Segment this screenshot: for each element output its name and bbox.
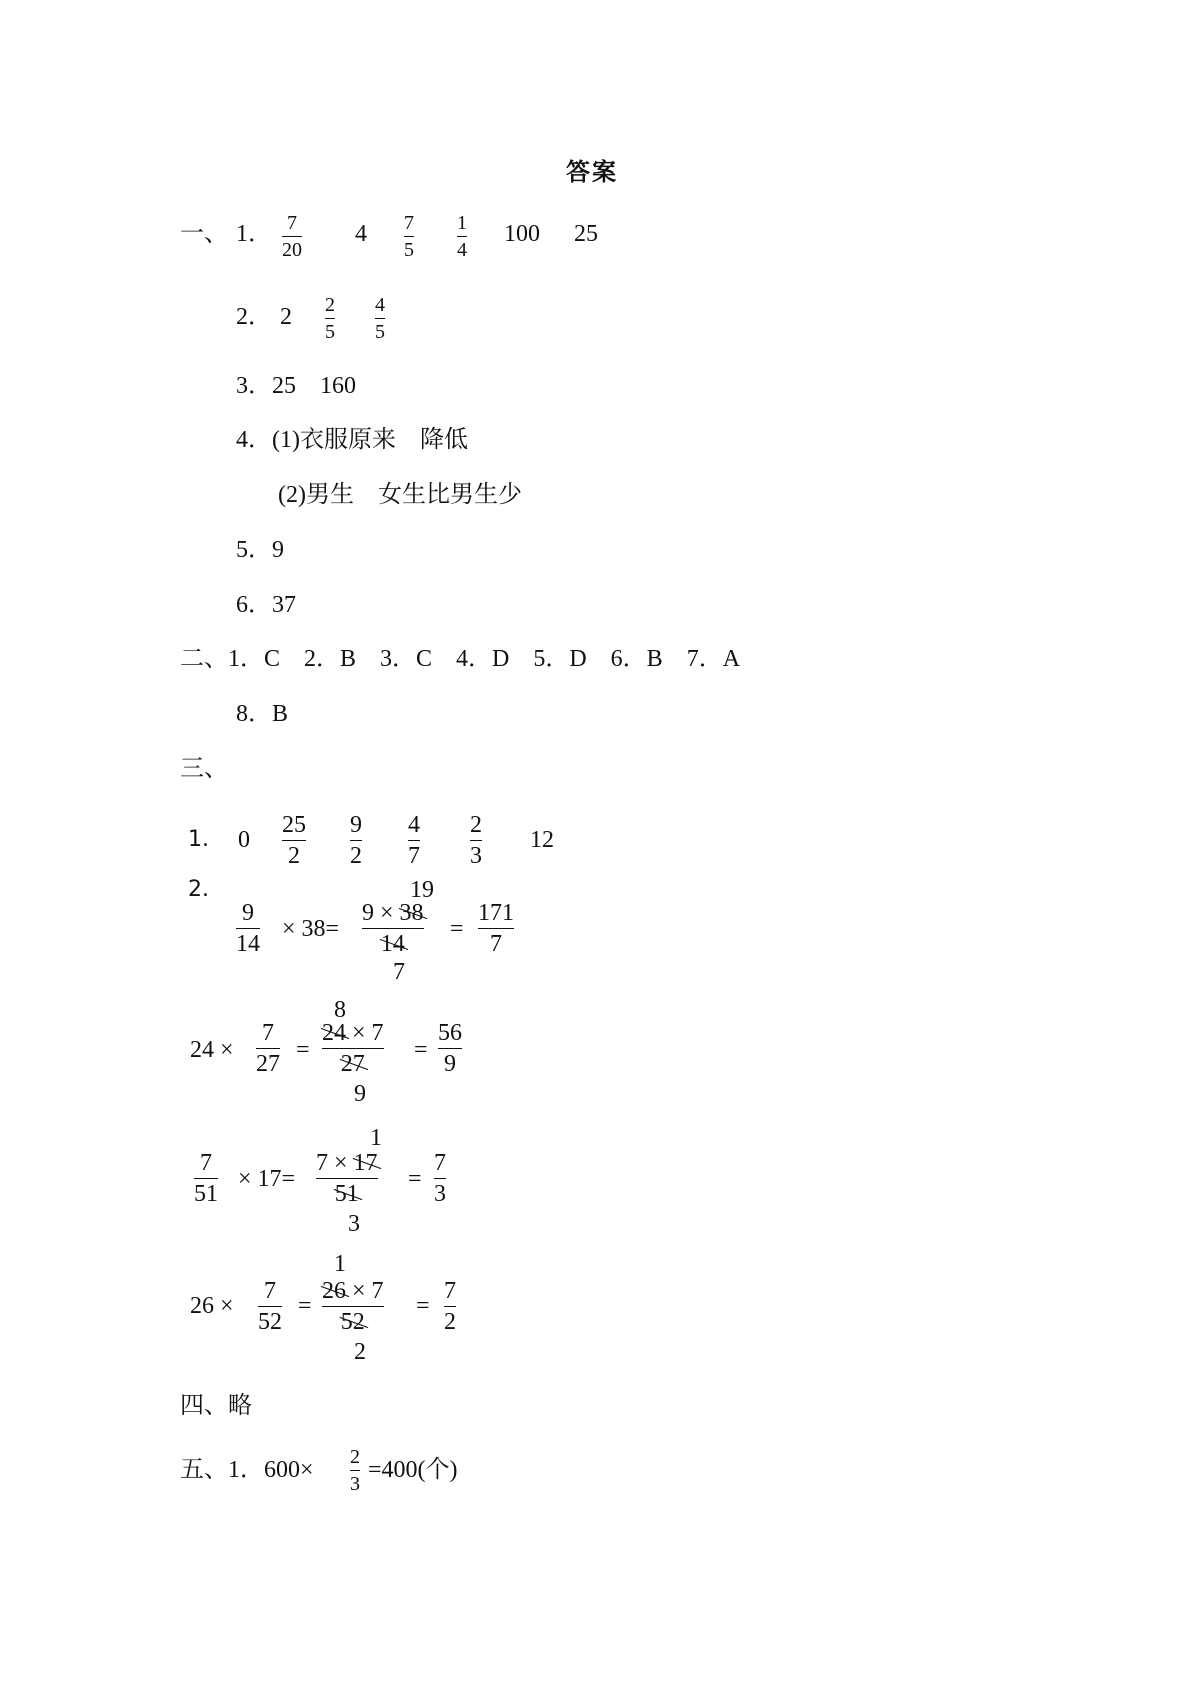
e2-cancel-bottom: 9 xyxy=(354,1081,366,1107)
e4-result-fraction: 7 2 xyxy=(444,1278,456,1335)
q1-2-number: 2． xyxy=(236,304,272,330)
q1-4-line1: 4．(1)衣服原来 降低 xyxy=(236,427,468,453)
e2-equals-b: = xyxy=(414,1037,428,1063)
q3-1-fraction-b: 9 2 xyxy=(350,812,362,869)
e2-middle-fraction: 24 × 7 27 xyxy=(322,1020,384,1077)
section-5-prefix: 五、1．600× xyxy=(180,1457,314,1483)
e1-times: × 38= xyxy=(282,916,340,942)
section-3-heading: 三、 xyxy=(180,756,228,782)
e2-prefix: 24 × xyxy=(190,1037,234,1063)
q3-1-fraction-c: 4 7 xyxy=(408,812,420,869)
e3-result-fraction: 7 3 xyxy=(434,1150,446,1207)
q1-1-number: 1． xyxy=(236,221,272,247)
q1-1-value-b: 100 xyxy=(504,221,540,247)
e1-cancel-top: 19 xyxy=(410,877,434,903)
e1-left-fraction: 9 14 xyxy=(236,900,260,957)
e1-middle-fraction: 9 × 38 14 xyxy=(362,900,424,957)
e4-middle-fraction: 26 × 7 52 xyxy=(322,1278,384,1335)
q3-2-number: 2. xyxy=(188,877,209,902)
e4-equals-b: = xyxy=(416,1293,430,1319)
q3-1-value-b: 12 xyxy=(530,827,554,853)
e2-result-fraction: 56 9 xyxy=(438,1020,462,1077)
q1-1-fraction-b: 7 5 xyxy=(404,212,414,261)
q1-3: 3．25 160 xyxy=(236,373,356,399)
q3-1-number: 1. xyxy=(188,827,209,852)
section-2-line1: 二、1．C 2．B 3．C 4．D 5．D 6．B 7．A xyxy=(180,646,741,672)
q3-1-value-a: 0 xyxy=(238,827,250,853)
e3-times: × 17= xyxy=(238,1166,296,1192)
e1-result-fraction: 171 7 xyxy=(478,900,514,957)
q1-6: 6．37 xyxy=(236,592,296,618)
q1-1-value-c: 25 xyxy=(574,221,598,247)
e4-prefix: 26 × xyxy=(190,1293,234,1319)
section-5-suffix: =400(个) xyxy=(368,1457,458,1483)
q1-4-line2: (2)男生 女生比男生少 xyxy=(278,482,522,508)
e2-cancel-top: 8 xyxy=(334,997,346,1023)
section-2-line2: 8．B xyxy=(236,701,289,727)
q1-5: 5．9 xyxy=(236,537,284,563)
e3-middle-fraction: 7 × 17 51 xyxy=(316,1150,378,1207)
e1-equals: = xyxy=(450,916,464,942)
e1-cancel-bottom: 7 xyxy=(393,959,405,985)
q3-1-fraction-d: 2 3 xyxy=(470,812,482,869)
e4-cancel-bottom: 2 xyxy=(354,1339,366,1365)
q1-2-value: 2 xyxy=(280,304,292,330)
e3-cancel-bottom: 3 xyxy=(348,1211,360,1237)
e2-left-fraction: 7 27 xyxy=(256,1020,280,1077)
page-title: 答案 xyxy=(566,160,618,186)
q1-2-fraction-b: 4 5 xyxy=(375,294,385,343)
q3-1-fraction-a: 25 2 xyxy=(282,812,306,869)
e4-left-fraction: 7 52 xyxy=(258,1278,282,1335)
q1-1-value-a: 4 xyxy=(355,221,367,247)
q1-2-fraction-a: 2 5 xyxy=(325,294,335,343)
section-4: 四、略 xyxy=(180,1393,252,1419)
q1-1-fraction-a: 7 20 xyxy=(282,212,302,261)
e3-left-fraction: 7 51 xyxy=(194,1150,218,1207)
q1-1-fraction-c: 1 4 xyxy=(457,212,467,261)
e3-equals: = xyxy=(408,1166,422,1192)
e3-cancel-top: 1 xyxy=(370,1125,382,1151)
section-5-fraction: 2 3 xyxy=(350,1446,360,1495)
e4-cancel-top: 1 xyxy=(334,1251,346,1277)
e2-equals-a: = xyxy=(296,1037,310,1063)
e4-equals-a: = xyxy=(298,1293,312,1319)
section-1-heading: 一、 xyxy=(180,221,228,247)
